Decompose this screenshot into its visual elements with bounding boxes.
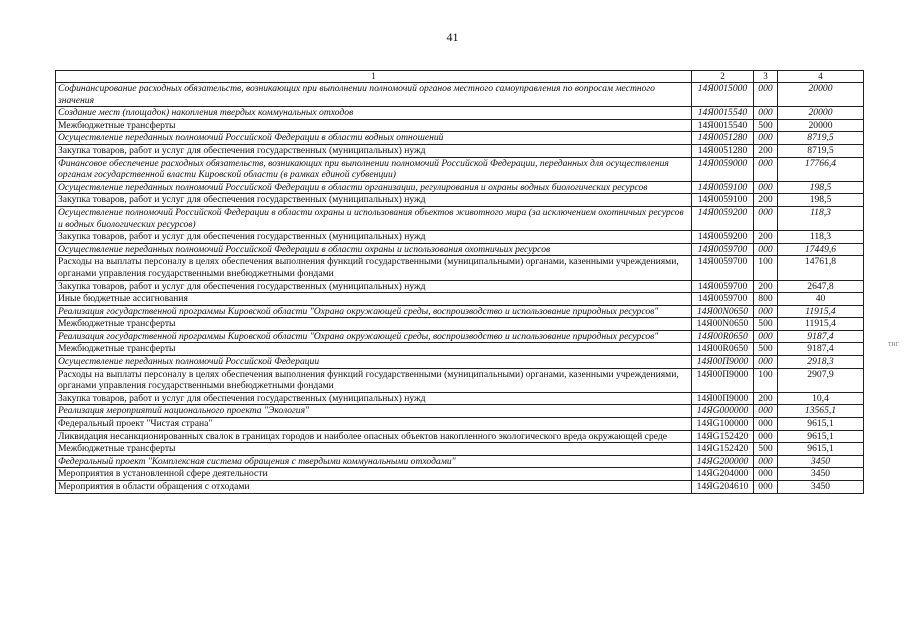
row-sum-cell: 2907,9 [778, 368, 864, 392]
row-sum-cell: 40 [778, 293, 864, 306]
row-sum-cell: 11915,4 [778, 318, 864, 331]
row-code-cell: 14Я0059200 [692, 206, 754, 230]
table-row [56, 144, 864, 157]
row-type-cell: 000 [754, 418, 778, 431]
row-type-cell: 000 [754, 83, 778, 107]
row-type-cell: 000 [754, 356, 778, 369]
row-sum-cell: 9187,4 [778, 330, 864, 343]
row-sum-cell: 9615,1 [778, 418, 864, 431]
row-code-cell: 14ЯG200000 [692, 455, 754, 468]
row-name-cell: Создание мест (площадок) накопления твердых коммунальных отходов [56, 107, 692, 120]
column-header-name: 1 [56, 71, 692, 83]
row-sum-cell: 8719,5 [778, 132, 864, 145]
row-sum-cell: 17449,6 [778, 243, 864, 256]
row-sum-cell: 198,5 [778, 181, 864, 194]
row-name-cell: Иные бюджетные ассигнования [56, 293, 692, 306]
row-type-cell: 100 [754, 368, 778, 392]
row-type-cell: 200 [754, 144, 778, 157]
row-name-cell: Закупка товаров, работ и услуг для обеспечения государственных (муниципальных) нужд [56, 231, 692, 244]
row-sum-cell: 13565,1 [778, 405, 864, 418]
table-row [56, 368, 864, 392]
row-code-cell: 14Я0059700 [692, 243, 754, 256]
table-row [56, 119, 864, 132]
row-type-cell: 000 [754, 243, 778, 256]
table-row [56, 430, 864, 443]
row-name-cell: Закупка товаров, работ и услуг для обеспечения государственных (муниципальных) нужд [56, 194, 692, 207]
row-code-cell: 14ЯG152420 [692, 443, 754, 456]
table-row [56, 405, 864, 418]
row-name-cell: Осуществление переданных полномочий Российской Федерации [56, 356, 692, 369]
row-name-cell: Осуществление переданных полномочий Российской Федерации в области водных отношений [56, 132, 692, 145]
row-name-cell: Расходы на выплаты персоналу в целях обеспечения выполнения функций государственными (муниципальными) органами, казенными учреждениями, органами управления государственными внебюджетными фондами [56, 368, 692, 392]
table-row [56, 181, 864, 194]
budget-table [55, 70, 864, 494]
row-code-cell: 14ЯG204000 [692, 468, 754, 481]
row-sum-cell: 20000 [778, 83, 864, 107]
table-row [56, 343, 864, 356]
row-type-cell: 000 [754, 330, 778, 343]
row-type-cell: 000 [754, 405, 778, 418]
row-name-cell: Реализация мероприятий национального проекта "Экология" [56, 405, 692, 418]
row-type-cell: 500 [754, 119, 778, 132]
row-type-cell: 000 [754, 468, 778, 481]
table-row [56, 468, 864, 481]
column-header-type: 3 [754, 71, 778, 83]
row-code-cell: 14Я0059700 [692, 280, 754, 293]
row-type-cell: 200 [754, 280, 778, 293]
column-header-code: 2 [692, 71, 754, 83]
row-name-cell: Осуществление переданных полномочий Российской Федерации в области охраны и использования охотничьих ресурсов [56, 243, 692, 256]
table-row [56, 206, 864, 230]
row-sum-cell: 9615,1 [778, 430, 864, 443]
row-type-cell: 000 [754, 481, 778, 494]
row-name-cell: Закупка товаров, работ и услуг для обеспечения государственных (муниципальных) нужд [56, 144, 692, 157]
row-code-cell: 14Я0051280 [692, 132, 754, 145]
row-sum-cell: 20000 [778, 107, 864, 120]
table-row [56, 481, 864, 494]
row-sum-cell: 20000 [778, 119, 864, 132]
row-type-cell: 100 [754, 256, 778, 280]
row-code-cell: 14Я0059000 [692, 157, 754, 181]
table-row [56, 356, 864, 369]
row-code-cell: 14Я0015540 [692, 107, 754, 120]
table-row [56, 392, 864, 405]
row-type-cell: 200 [754, 194, 778, 207]
row-name-cell: Осуществление переданных полномочий Российской Федерации в области организации, регулирования и охраны водных биологических ресурсов [56, 181, 692, 194]
row-sum-cell: 8719,5 [778, 144, 864, 157]
row-name-cell: Ликвидация несанкционированных свалок в границах городов и наиболее опасных объектов накопленного экологического вреда окружающей среде [56, 430, 692, 443]
row-name-cell: Финансовое обеспечение расходных обязательств, возникающих при выполнении полномочий Российской Федерации, переданных для осуществления органам государственной власти Кировской области (в рамках единой субвенции) [56, 157, 692, 181]
table-row [56, 107, 864, 120]
table-row [56, 231, 864, 244]
table-row [56, 455, 864, 468]
table-row [56, 256, 864, 280]
row-type-cell: 500 [754, 343, 778, 356]
row-code-cell: 14Я00R0650 [692, 330, 754, 343]
row-type-cell: 000 [754, 455, 778, 468]
row-type-cell: 800 [754, 293, 778, 306]
row-sum-cell: 198,5 [778, 194, 864, 207]
row-code-cell: 14Я00N0650 [692, 305, 754, 318]
row-code-cell: 14Я0015000 [692, 83, 754, 107]
table-row [56, 194, 864, 207]
table-row [56, 157, 864, 181]
page-number: 41 [446, 30, 459, 44]
row-type-cell: 000 [754, 157, 778, 181]
row-name-cell: Реализация государственной программы Кировской области "Охрана окружающей среды, воспроизводство и использование природных ресурсов" [56, 305, 692, 318]
row-code-cell: 14Я0051280 [692, 144, 754, 157]
table-header-row [56, 71, 864, 83]
row-name-cell: Федеральный проект "Комплексная система обращения с твердыми коммунальными отходами" [56, 455, 692, 468]
row-sum-cell: 3450 [778, 481, 864, 494]
row-type-cell: 000 [754, 181, 778, 194]
row-type-cell: 000 [754, 430, 778, 443]
row-sum-cell: 2918,3 [778, 356, 864, 369]
row-code-cell: 14Я0015540 [692, 119, 754, 132]
row-name-cell: Межбюджетные трансферты [56, 119, 692, 132]
table-row [56, 318, 864, 331]
table-row [56, 293, 864, 306]
row-sum-cell: 17766,4 [778, 157, 864, 181]
row-name-cell: Межбюджетные трансферты [56, 318, 692, 331]
table-row [56, 280, 864, 293]
row-name-cell: Закупка товаров, работ и услуг для обеспечения государственных (муниципальных) нужд [56, 280, 692, 293]
table-row [56, 443, 864, 456]
row-code-cell: 14Я00R0650 [692, 343, 754, 356]
row-sum-cell: 2647,8 [778, 280, 864, 293]
table-row [56, 243, 864, 256]
row-type-cell: 000 [754, 132, 778, 145]
row-name-cell: Межбюджетные трансферты [56, 343, 692, 356]
row-code-cell: 14ЯG204610 [692, 481, 754, 494]
row-code-cell: 14ЯG100000 [692, 418, 754, 431]
column-header-sum: 4 [778, 71, 864, 83]
row-sum-cell: 118,3 [778, 231, 864, 244]
row-sum-cell: 3450 [778, 455, 864, 468]
row-name-cell: Мероприятия в области обращения с отходами [56, 481, 692, 494]
row-code-cell: 14Я0059100 [692, 194, 754, 207]
row-name-cell: Реализация государственной программы Кировской области "Охрана окружающей среды, воспроизводство и использование природных ресурсов" [56, 330, 692, 343]
row-code-cell: 14ЯG152420 [692, 430, 754, 443]
row-name-cell: Осуществление полномочий Российской Федерации в области охраны и использования объектов животного мира (за исключением охотничьих ресурсов и водных биологических ресурсов) [56, 206, 692, 230]
row-code-cell: 14Я0059100 [692, 181, 754, 194]
row-code-cell: 14Я0059700 [692, 256, 754, 280]
row-type-cell: 200 [754, 231, 778, 244]
row-code-cell: 14Я0059700 [692, 293, 754, 306]
row-type-cell: 500 [754, 443, 778, 456]
row-type-cell: 500 [754, 318, 778, 331]
table-row [56, 132, 864, 145]
row-code-cell: 14Я00П9000 [692, 356, 754, 369]
table-row [56, 83, 864, 107]
row-name-cell: Софинансирование расходных обязательств, возникающих при выполнении полномочий органов местного самоуправления по вопросам местного значения [56, 83, 692, 107]
row-code-cell: 14Я00П9000 [692, 392, 754, 405]
row-name-cell: Межбюджетные трансферты [56, 443, 692, 456]
row-sum-cell: 10,4 [778, 392, 864, 405]
row-name-cell: Расходы на выплаты персоналу в целях обеспечения выполнения функций государственными (муниципальными) органами, казенными учреждениями, органами управления государственными внебюджетными фондами [56, 256, 692, 280]
table-row [56, 330, 864, 343]
row-name-cell: Закупка товаров, работ и услуг для обеспечения государственных (муниципальных) нужд [56, 392, 692, 405]
row-type-cell: 000 [754, 206, 778, 230]
margin-scan-mark: тнг [887, 339, 899, 348]
row-type-cell: 200 [754, 392, 778, 405]
row-type-cell: 000 [754, 107, 778, 120]
row-sum-cell: 9187,4 [778, 343, 864, 356]
row-sum-cell: 3450 [778, 468, 864, 481]
row-code-cell: 14Я00П9000 [692, 368, 754, 392]
row-name-cell: Федеральный проект "Чистая страна" [56, 418, 692, 431]
row-sum-cell: 11915,4 [778, 305, 864, 318]
row-code-cell: 14ЯG000000 [692, 405, 754, 418]
row-sum-cell: 9615,1 [778, 443, 864, 456]
table-row [56, 418, 864, 431]
table-row [56, 305, 864, 318]
row-code-cell: 14Я00N0650 [692, 318, 754, 331]
row-name-cell: Мероприятия в установленной сфере деятельности [56, 468, 692, 481]
row-sum-cell: 14761,8 [778, 256, 864, 280]
row-sum-cell: 118,3 [778, 206, 864, 230]
row-code-cell: 14Я0059200 [692, 231, 754, 244]
row-type-cell: 000 [754, 305, 778, 318]
